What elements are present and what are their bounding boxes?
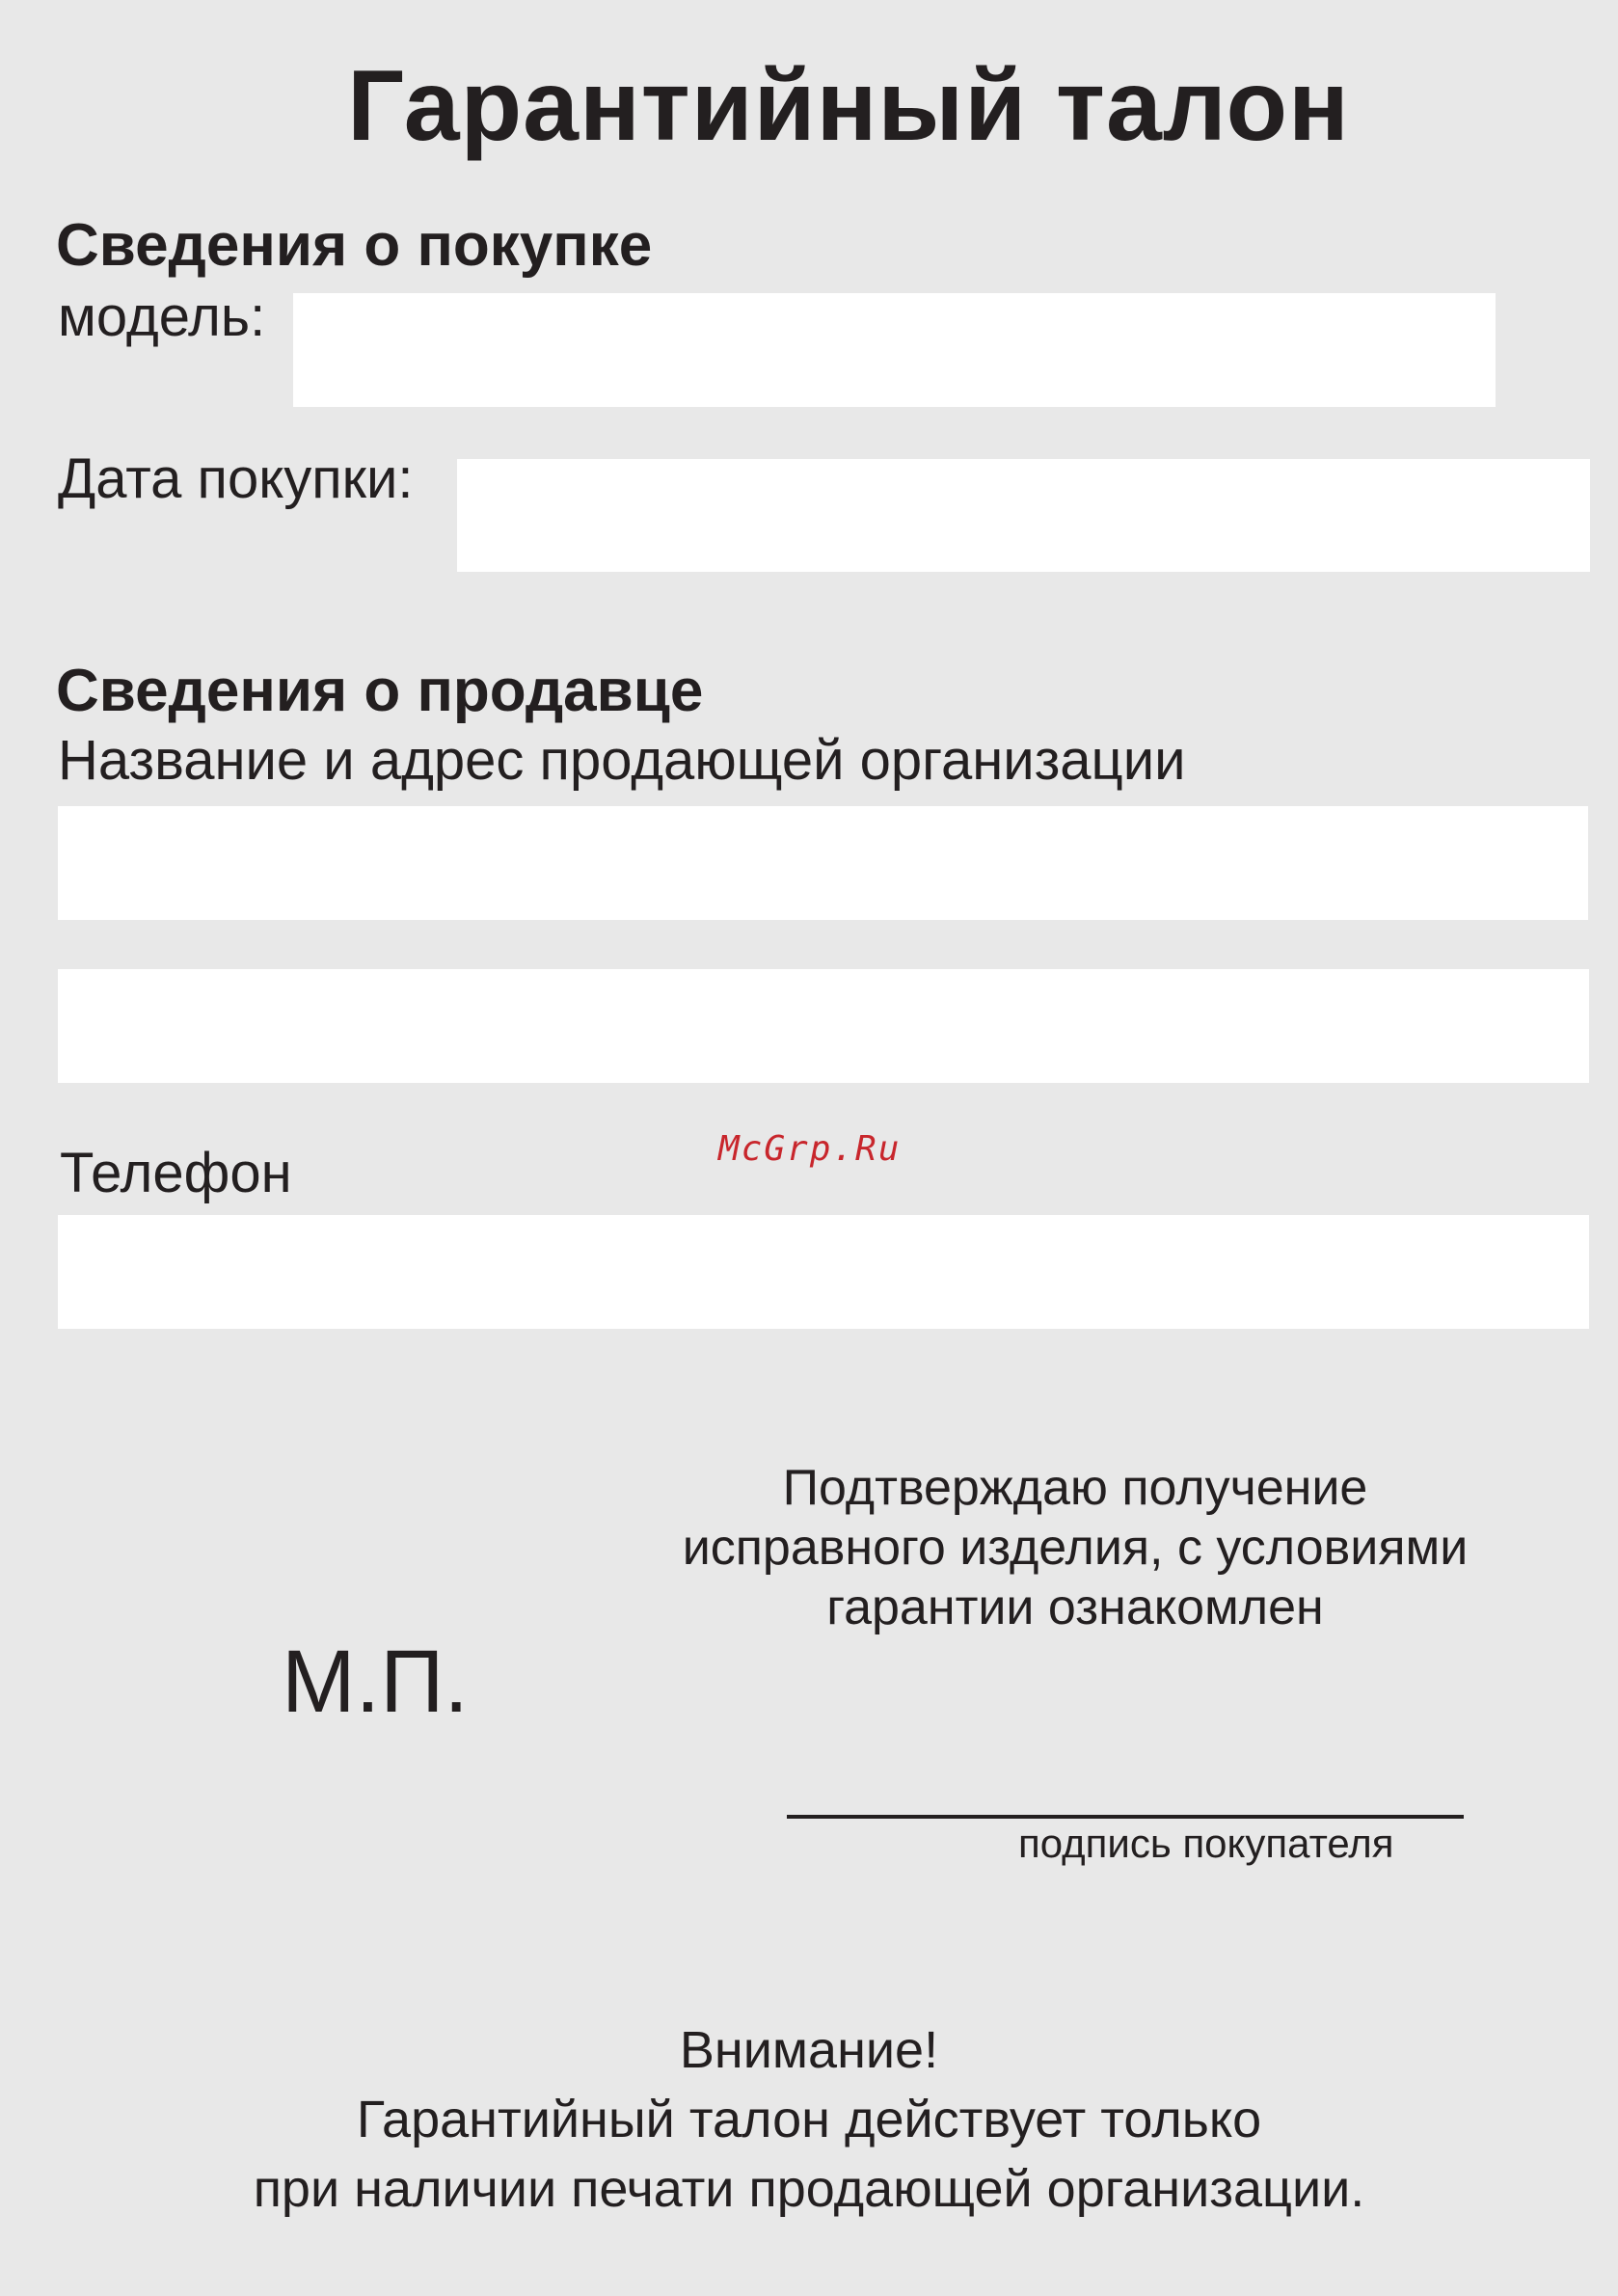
- notice-heading: Внимание!: [679, 2021, 939, 2079]
- stamp-placeholder: М.П.: [282, 1633, 469, 1731]
- warranty-notice: [0, 2015, 1618, 2224]
- confirmation-line: гарантии ознакомлен: [826, 1580, 1324, 1635]
- phone-field[interactable]: [58, 1215, 1589, 1329]
- notice-line: при наличии печати продающей организации.: [253, 2160, 1365, 2218]
- seller-org-field-line2[interactable]: [58, 969, 1589, 1083]
- seller-org-label: Название и адрес продающей организации: [58, 729, 1186, 792]
- confirmation-line: исправного изделия, с условиями: [682, 1520, 1469, 1576]
- watermark: McGrp.Ru: [718, 1129, 902, 1169]
- phone-label: Телефон: [60, 1142, 292, 1204]
- seller-org-field-line1[interactable]: [58, 806, 1588, 920]
- buyer-confirmation: [617, 1458, 1533, 1637]
- purchase-date-field[interactable]: [457, 459, 1590, 572]
- model-label: модель:: [58, 285, 266, 348]
- signature-line[interactable]: [787, 1815, 1464, 1819]
- signature-caption: подпись покупателя: [1018, 1821, 1394, 1866]
- purchase-heading: Сведения о покупке: [56, 212, 653, 279]
- purchase-date-label: Дата покупки:: [58, 447, 414, 510]
- notice-line: Гарантийный талон действует только: [356, 2091, 1262, 2148]
- seller-heading: Сведения о продавце: [56, 658, 704, 724]
- page-title: Гарантийный талон: [347, 50, 1350, 162]
- confirmation-line: Подтверждаю получение: [782, 1460, 1368, 1516]
- model-field[interactable]: [293, 293, 1496, 407]
